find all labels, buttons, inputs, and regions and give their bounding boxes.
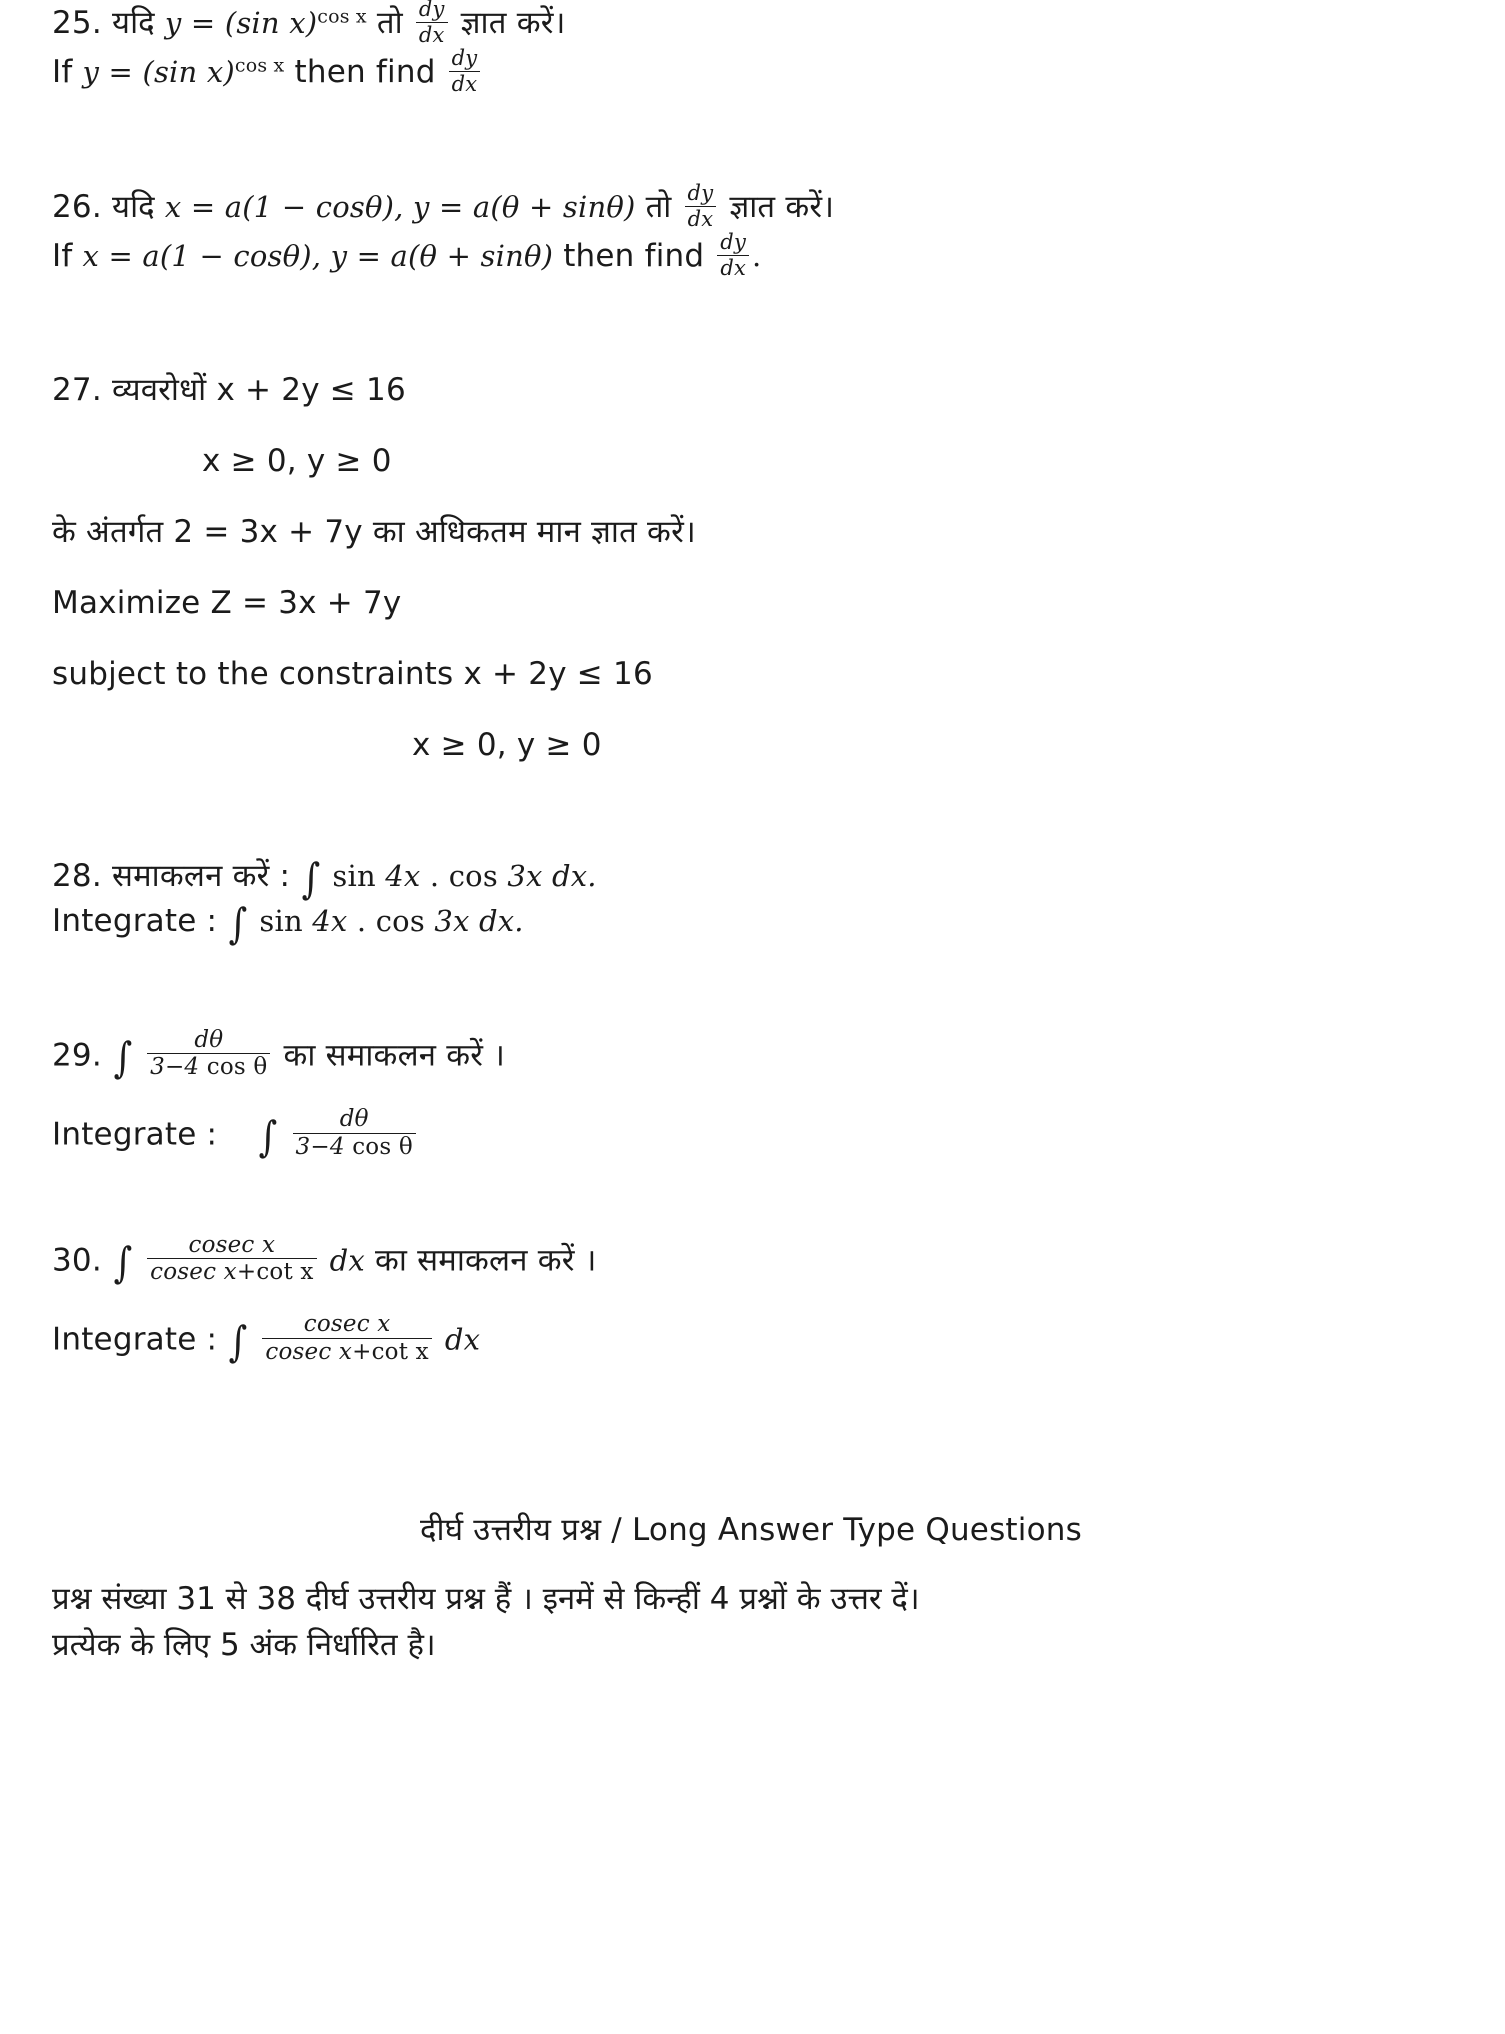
question-30 <box>52 1231 1450 1368</box>
question-25-hindi-suffix: ज्ञात करें। <box>460 5 566 42</box>
section-heading-hindi: दीर्घ उत्तरीय प्रश्न <box>420 1511 602 1548</box>
question-25-english <box>52 46 1450 98</box>
question-30-english: Integrate : ∫ $\frac{\text{cosec x}}{\text{cosec x+cot x}}$ dx <box>52 1311 481 1367</box>
question-28-english-label: Integrate : <box>52 902 218 939</box>
spacer <box>52 1550 1450 1576</box>
question-25-expr: y = (sin x)$^{cos x}$ <box>164 5 367 41</box>
spacer <box>52 282 1450 368</box>
question-25-derivative-fraction-en: $\frac{dy}{dx}$ <box>449 47 481 96</box>
question-29-hindi-label: का समाकलन करें । <box>283 1036 506 1073</box>
question-29-english-label: Integrate : <box>52 1116 218 1153</box>
question-29-number: 29. <box>52 1036 102 1073</box>
question-30-dx-en: dx <box>444 1322 481 1357</box>
question-26-hindi <box>52 181 1450 233</box>
question-26-hindi-middle: तो <box>645 189 672 226</box>
question-26-period: . <box>752 239 762 274</box>
question-30-hindi-label: का समाकलन करें । <box>375 1241 597 1278</box>
question-27-english-line-3: x ≥ 0, y ≥ 0 <box>412 726 602 763</box>
spacer <box>52 413 1450 439</box>
question-28-integrand: sin 4x . cos 3x dx. <box>332 858 597 893</box>
question-26-hindi-prefix: यदि <box>111 189 155 226</box>
question-25-hindi-middle: तो <box>376 5 403 42</box>
question-30-dx: dx <box>329 1242 365 1277</box>
question-26-english-suffix: then find <box>563 238 705 275</box>
spacer <box>52 1368 1450 1454</box>
question-26-expr: x = a(1 − cosθ), y = a(θ + sinθ) <box>164 190 636 225</box>
spacer <box>52 768 1450 854</box>
question-28-number: 28. <box>52 857 102 894</box>
question-27-hindi-constraint: व्यवरोधों x + 2y ≤ 16 <box>111 372 406 409</box>
question-30-hindi: 30. ∫ $\frac{\text{cosec x}}{\text{cosec x+cot x}}$ dx का समाकलन करें । <box>52 1231 597 1287</box>
question-25-expr-en: y = (sin x)$^{cos x}$ <box>82 54 285 90</box>
question-28-integrand-en: sin 4x . cos 3x dx. <box>259 903 524 938</box>
question-26-derivative-fraction-en: $\frac{dy}{dx}$ <box>717 231 749 280</box>
question-25-hindi <box>52 0 1450 49</box>
spacer <box>52 944 1450 1030</box>
question-26-hindi-suffix: ज्ञात करें। <box>729 189 835 226</box>
spacer <box>52 697 1450 723</box>
spacer <box>52 555 1450 581</box>
question-30-number: 30. <box>52 1241 102 1278</box>
question-26 <box>52 181 1450 282</box>
question-25 <box>52 0 1450 98</box>
spacer <box>52 484 1450 510</box>
section-heading-separator: / <box>611 1511 622 1548</box>
question-29 <box>52 1026 1450 1163</box>
question-25-number: 25. <box>52 5 102 42</box>
spacer <box>52 1454 1450 1508</box>
section-heading-english: Long Answer Type Questions <box>631 1511 1082 1548</box>
question-28-hindi: 28. समाकलन करें : ∫ sin 4x . cos 3x dx. <box>52 853 597 903</box>
question-26-number: 26. <box>52 189 102 226</box>
question-27-hindi-line-3: के अंतर्गत 2 = 3x + 7y का अधिकतम मान ज्ञात करें। <box>52 514 696 550</box>
question-27 <box>52 368 1450 768</box>
spacer <box>52 626 1450 652</box>
question-29-fraction: $\frac{d\theta}{\text{3−4 cos θ}}$ <box>147 1028 270 1082</box>
question-28-english: Integrate : ∫ sin 4x . cos 3x dx. <box>52 898 524 948</box>
question-29-hindi: 29. ∫ $\frac{d\theta}{\text{3−4 cos θ}}$ का समाकलन करें । <box>52 1026 506 1082</box>
question-28-hindi-label: समाकलन करें : <box>111 857 291 894</box>
question-25-hindi-prefix: यदि <box>111 5 155 42</box>
spacer <box>52 1083 1450 1109</box>
question-27-hindi-line-1 <box>52 368 1450 413</box>
question-26-derivative-fraction: $\frac{dy}{dx}$ <box>685 182 717 231</box>
question-25-derivative-fraction: $\frac{dy}{dx}$ <box>416 0 448 47</box>
section-instruction-line-2: प्रत्येक के लिए 5 अंक निर्धारित है। <box>52 1627 436 1664</box>
spacer <box>52 1163 1450 1235</box>
question-29-fraction-en: $\frac{d\theta}{\text{3−4 cos θ}}$ <box>293 1107 416 1161</box>
section-heading <box>52 1508 1450 1550</box>
question-27-english-line-2: subject to the constraints x + 2y ≤ 16 <box>52 655 653 692</box>
question-26-english <box>52 230 1450 282</box>
question-26-english-prefix: If <box>52 238 73 275</box>
question-30-english-label: Integrate : <box>52 1321 218 1358</box>
question-27-english-line-1: Maximize Z = 3x + 7y <box>52 584 402 621</box>
question-27-number: 27. <box>52 372 102 409</box>
question-25-english-prefix: If <box>52 54 73 91</box>
question-28 <box>52 853 1450 948</box>
spacer <box>52 1288 1450 1314</box>
question-30-fraction: $\frac{\text{cosec x}}{\text{cosec x+cot x}}$ <box>147 1233 316 1287</box>
question-27-hindi-line-2: x ≥ 0, y ≥ 0 <box>202 443 392 480</box>
spacer <box>52 98 1450 184</box>
question-26-expr-en: x = a(1 − cosθ), y = a(θ + sinθ) <box>82 239 554 274</box>
question-25-english-suffix: then find <box>294 54 436 91</box>
section-instruction-line-1: प्रश्न संख्या 31 से 38 दीर्घ उत्तरीय प्रश्न हैं । इनमें से किन्हीं 4 प्रश्नों के उत्तर दें। <box>52 1580 920 1617</box>
question-29-english: Integrate : ∫ $\frac{d\theta}{\text{3−4 cos θ}}$ <box>52 1109 1450 1163</box>
question-30-fraction-en: $\frac{\text{cosec x}}{\text{cosec x+cot x}}$ <box>262 1312 431 1366</box>
